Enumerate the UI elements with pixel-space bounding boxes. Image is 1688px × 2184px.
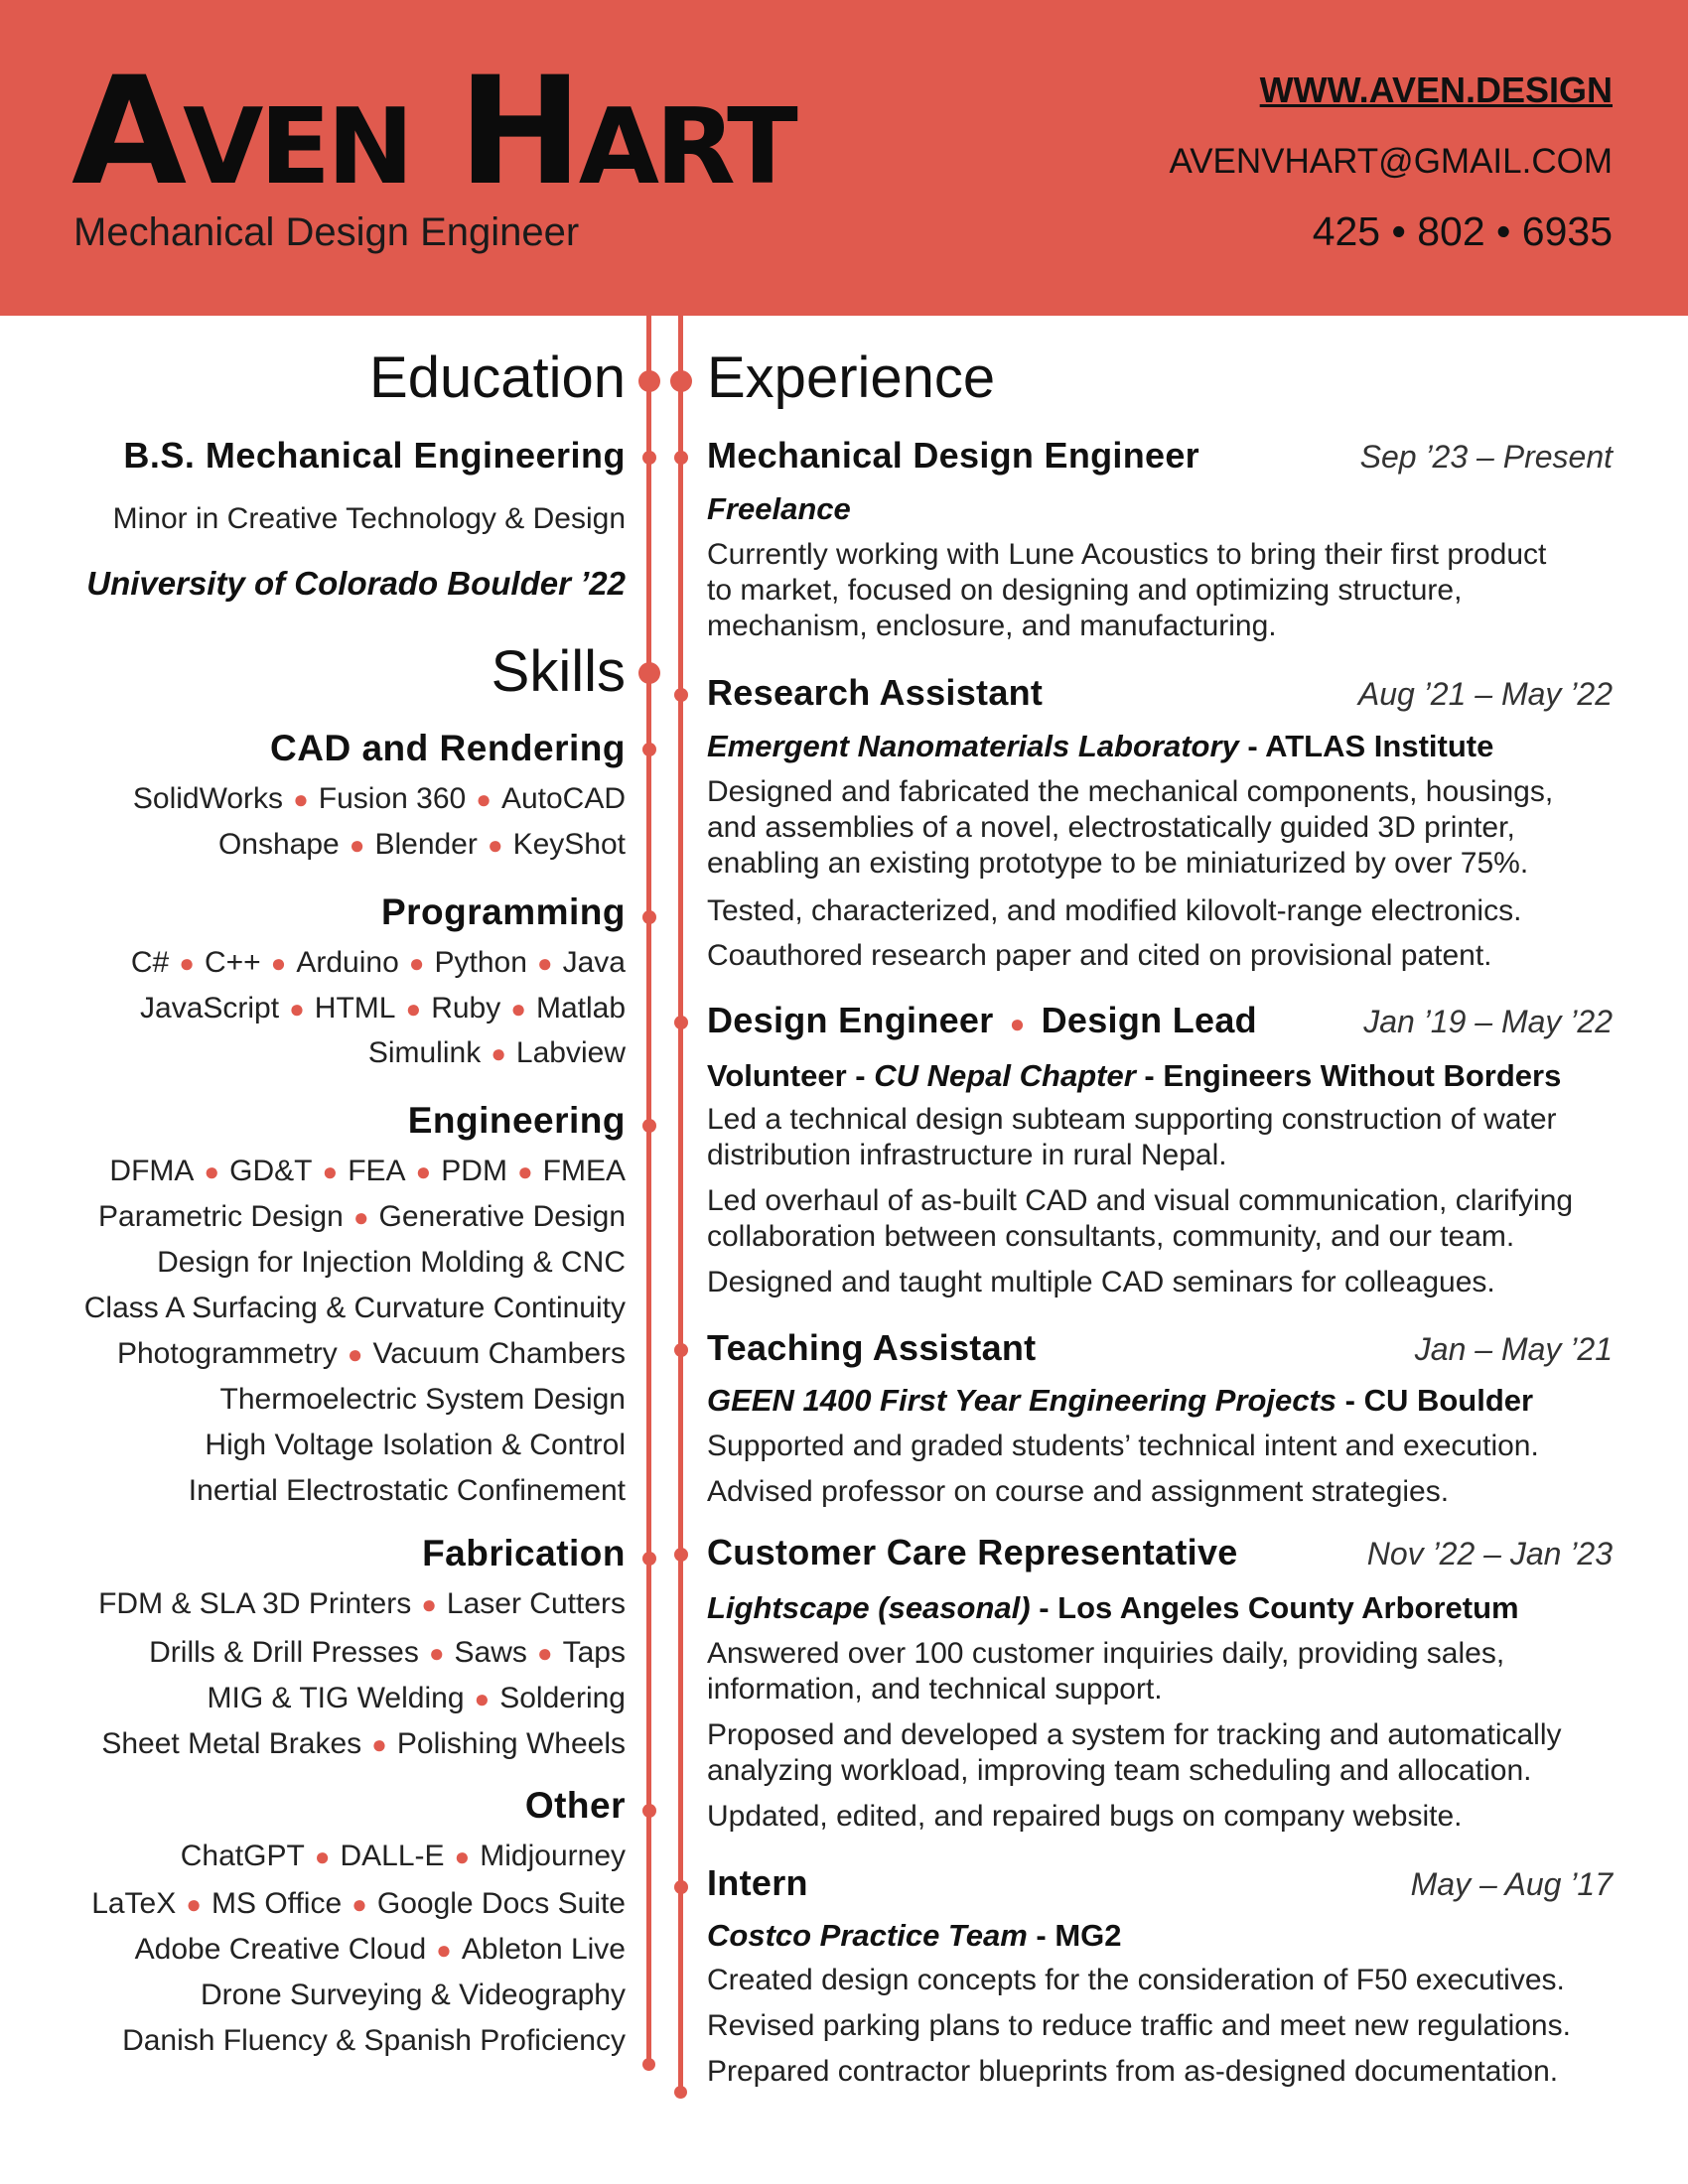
skill-row: SolidWorks ● Fusion 360 ● AutoCAD <box>132 782 626 815</box>
skill-category-programming: Programming <box>380 891 626 932</box>
desc-line: distribution infrastructure in rural Nepal. <box>707 1139 1227 1171</box>
skill-item: Soldering <box>499 1682 626 1714</box>
desc-line: collaboration between consultants, community, and our team. <box>707 1220 1515 1253</box>
job-description: Tested, characterized, and modified kilovolt-range electronics. <box>707 894 1522 927</box>
skill-item: Inertial Electrostatic Confinement <box>188 1474 626 1507</box>
timeline-dot <box>642 1804 656 1818</box>
skill-item: Google Docs Suite <box>376 1887 626 1920</box>
timeline-dot <box>638 370 660 392</box>
org-affiliation: - Los Angeles County Arboretum <box>1030 1590 1519 1625</box>
skill-item: Drone Surveying & Videography <box>200 1979 626 2011</box>
job-description <box>707 1102 1557 1173</box>
skill-item: Matlab <box>535 992 626 1024</box>
org-affiliation: - CU Boulder <box>1336 1383 1534 1418</box>
skill-item: Fusion 360 <box>318 782 467 815</box>
timeline-dot <box>674 1016 688 1029</box>
skill-item: Ableton Live <box>461 1933 626 1966</box>
email-link[interactable]: AVENVHART@GMAIL.COM <box>1169 142 1613 181</box>
job-org <box>707 491 851 527</box>
skill-item: Ruby <box>431 992 501 1024</box>
job-description <box>707 774 1553 882</box>
timeline-dot <box>674 1343 688 1357</box>
job-description: Supported and graded students’ technical intent and execution. <box>707 1430 1539 1462</box>
job-description: Revised parking plans to reduce traffic and meet new regulations. <box>707 2009 1571 2042</box>
org-affiliation: - ATLAS Institute <box>1238 729 1494 763</box>
skill-row: DFMA ● GD&T ● FEA ● PDM ● FMEA <box>109 1155 626 1187</box>
desc-line: to market, focused on designing and optimizing structure, <box>707 574 1463 607</box>
job-title: Research Assistant <box>707 672 1044 713</box>
skill-item: PDM <box>441 1155 507 1187</box>
skill-item: JavaScript <box>140 992 280 1024</box>
skill-category-fabrication: Fabrication <box>422 1533 626 1573</box>
job-description: Created design concepts for the consideration of F50 executives. <box>707 1964 1565 1996</box>
skill-item: Onshape <box>217 828 340 861</box>
skill-item: Drills & Drill Presses <box>149 1636 419 1669</box>
org-name: CU Nepal Chapter <box>874 1058 1136 1093</box>
timeline-dot <box>642 1552 656 1566</box>
job-description: Prepared contractor blueprints from as-designed documentation. <box>707 2055 1559 2088</box>
timeline-dot <box>642 1119 656 1133</box>
skill-item: Photogrammetry <box>116 1337 338 1370</box>
job-description <box>707 1183 1573 1255</box>
job-org <box>707 1383 1533 1419</box>
desc-line: and assemblies of a novel, electrostatically guided 3D printer, <box>707 811 1515 844</box>
skill-row: Sheet Metal Brakes ● Polishing Wheels <box>101 1727 626 1760</box>
skill-item: C# <box>130 946 170 979</box>
skill-item: Design for Injection Molding & CNC <box>157 1246 626 1279</box>
skill-item: KeyShot <box>512 828 626 861</box>
experience-heading: Experience <box>707 345 996 410</box>
timeline-dot <box>642 743 656 756</box>
skill-item: DALL-E <box>340 1840 445 1872</box>
candidate-name: Aven Hart <box>71 46 794 218</box>
skill-row: C# ● C++ ● Arduino ● Python ● Java <box>130 946 626 979</box>
desc-line: Answered over 100 customer inquiries daily, providing sales, <box>707 1637 1505 1670</box>
job-title: Mechanical Design Engineer <box>707 435 1199 476</box>
skill-item: GD&T <box>229 1155 313 1187</box>
skill-item: Midjourney <box>480 1840 626 1872</box>
job-title: Design Engineer ● Design Lead <box>707 1000 1257 1040</box>
job-date: Sep ’23 – Present <box>1359 439 1613 475</box>
job-org <box>707 1918 1122 1954</box>
job-description <box>707 537 1546 644</box>
phone-number: 425 • 802 • 6935 <box>1312 208 1613 254</box>
skill-item: C++ <box>204 946 261 979</box>
skill-row: ChatGPT ● DALL-E ● Midjourney <box>180 1840 626 1872</box>
skill-item: Adobe Creative Cloud <box>134 1933 427 1966</box>
org-name: GEEN 1400 First Year Engineering Projects <box>707 1383 1337 1418</box>
skill-row: Onshape ● Blender ● KeyShot <box>217 828 626 861</box>
desc-line: information, and technical support. <box>707 1673 1163 1706</box>
skill-item: Taps <box>562 1636 626 1669</box>
skill-category-other: Other <box>524 1785 626 1826</box>
timeline-dot <box>642 910 656 924</box>
website-link[interactable]: WWW.AVEN.DESIGN <box>1259 69 1613 110</box>
skill-item: ChatGPT <box>180 1840 305 1872</box>
job-description <box>707 1717 1562 1789</box>
job-org <box>707 1590 1519 1626</box>
job-description <box>707 1636 1504 1707</box>
desc-line: Designed and fabricated the mechanical components, housings, <box>707 775 1554 808</box>
skill-item: DFMA <box>109 1155 195 1187</box>
skill-item: Blender <box>374 828 478 861</box>
left-timeline <box>646 316 651 2065</box>
skill-item: Saws <box>454 1636 527 1669</box>
skill-item: Labview <box>515 1036 626 1069</box>
job-title: Intern <box>707 1862 808 1903</box>
timeline-dot <box>674 1548 688 1562</box>
skill-row: FDM & SLA 3D Printers ● Laser Cutters <box>98 1587 626 1620</box>
desc-line: Proposed and developed a system for tracking and automatically <box>707 1718 1562 1751</box>
skill-item: MIG & TIG Welding <box>207 1682 465 1714</box>
timeline-dot <box>674 688 688 702</box>
desc-line: Led a technical design subteam supporting construction of water <box>707 1103 1557 1136</box>
job-date: May – Aug ’17 <box>1410 1866 1613 1902</box>
desc-line: enabling an existing prototype to be miniaturized by over 75%. <box>707 847 1529 880</box>
skill-item: LaTeX <box>91 1887 177 1920</box>
role-b: Design Lead <box>1041 1000 1257 1040</box>
skill-item: Parametric Design <box>98 1200 344 1233</box>
skill-item: Python <box>434 946 527 979</box>
right-timeline <box>678 316 683 2093</box>
skill-item: HTML <box>314 992 396 1024</box>
skill-item: Vacuum Chambers <box>372 1337 626 1370</box>
desc-line: mechanism, enclosure, and manufacturing. <box>707 610 1277 642</box>
org-role: Volunteer - <box>707 1058 875 1093</box>
org-name: Costco Practice Team <box>707 1918 1028 1953</box>
org-name: Emergent Nanomaterials Laboratory <box>707 729 1239 763</box>
minor: Minor in Creative Technology & Design <box>112 502 626 535</box>
skill-item: Generative Design <box>378 1200 626 1233</box>
skill-row: Simulink ● Labview <box>367 1036 626 1069</box>
skill-item: MS Office <box>211 1887 343 1920</box>
role-a: Design Engineer <box>707 1000 994 1040</box>
skill-item: FMEA <box>542 1155 626 1187</box>
job-date: Jan ’19 – May ’22 <box>1363 1004 1613 1039</box>
skill-item: FEA <box>348 1155 406 1187</box>
skill-row: Parametric Design ● Generative Design <box>98 1200 626 1233</box>
desc-line: Currently working with Lune Acoustics to bring their first product <box>707 538 1547 571</box>
desc-line: analyzing workload, improving team scheduling and allocation. <box>707 1754 1532 1787</box>
job-description: Advised professor on course and assignment strategies. <box>707 1475 1450 1508</box>
skill-item: FDM & SLA 3D Printers <box>98 1587 412 1620</box>
job-title: Teaching Assistant <box>707 1327 1037 1368</box>
job-org <box>707 1058 1561 1094</box>
job-description: Updated, edited, and repaired bugs on company website. <box>707 1800 1463 1833</box>
skill-item: Java <box>562 946 626 979</box>
skill-row: Photogrammetry ● Vacuum Chambers <box>116 1337 626 1370</box>
education-heading: Education <box>369 345 626 410</box>
timeline-dot <box>670 370 692 392</box>
org-affiliation: - Engineers Without Borders <box>1135 1058 1562 1093</box>
org-name: Lightscape (seasonal) <box>707 1590 1031 1625</box>
header-banner <box>0 0 1688 316</box>
skill-item: Polishing Wheels <box>396 1727 626 1760</box>
skills-heading: Skills <box>491 639 626 704</box>
skill-item: Simulink <box>367 1036 482 1069</box>
skill-category-cad: CAD and Rendering <box>270 728 626 768</box>
job-date: Aug ’21 – May ’22 <box>1357 676 1613 712</box>
skill-item: AutoCAD <box>500 782 626 815</box>
skill-item: Class A Surfacing & Curvature Continuity <box>83 1292 626 1324</box>
skill-category-engineering: Engineering <box>407 1100 626 1141</box>
skill-item: Danish Fluency & Spanish Proficiency <box>122 2024 626 2057</box>
org-affiliation: - MG2 <box>1027 1918 1122 1953</box>
skill-row: LaTeX ● MS Office ● Google Docs Suite <box>91 1887 626 1920</box>
skill-item: Arduino <box>296 946 399 979</box>
school: University of Colorado Boulder ’22 <box>86 565 626 602</box>
skill-item: Sheet Metal Brakes <box>101 1727 362 1760</box>
skill-row: Drills & Drill Presses ● Saws ● Taps <box>149 1636 626 1669</box>
timeline-dot <box>642 451 656 465</box>
skill-item: Laser Cutters <box>446 1587 626 1620</box>
skill-row: JavaScript ● HTML ● Ruby ● Matlab <box>140 992 626 1024</box>
skill-item: Thermoelectric System Design <box>219 1383 626 1416</box>
timeline-dot <box>638 662 660 684</box>
job-date: Jan – May ’21 <box>1414 1331 1613 1367</box>
degree: B.S. Mechanical Engineering <box>123 435 626 476</box>
skill-item: SolidWorks <box>132 782 284 815</box>
org-name: Freelance <box>707 491 851 526</box>
skill-row: Adobe Creative Cloud ● Ableton Live <box>134 1933 626 1966</box>
skill-row: MIG & TIG Welding ● Soldering <box>207 1682 626 1714</box>
job-title: Mechanical Design Engineer <box>73 210 580 254</box>
job-description: Designed and taught multiple CAD seminars for colleagues. <box>707 1266 1495 1298</box>
skill-item: High Voltage Isolation & Control <box>205 1429 626 1461</box>
desc-line: Led overhaul of as-built CAD and visual communication, clarifying <box>707 1184 1574 1217</box>
job-title: Customer Care Representative <box>707 1532 1238 1572</box>
job-org <box>707 729 1493 764</box>
timeline-dot <box>674 451 688 465</box>
job-description: Coauthored research paper and cited on provisional patent. <box>707 939 1492 972</box>
job-date: Nov ’22 – Jan ’23 <box>1366 1536 1613 1571</box>
timeline-dot <box>674 1880 688 1894</box>
